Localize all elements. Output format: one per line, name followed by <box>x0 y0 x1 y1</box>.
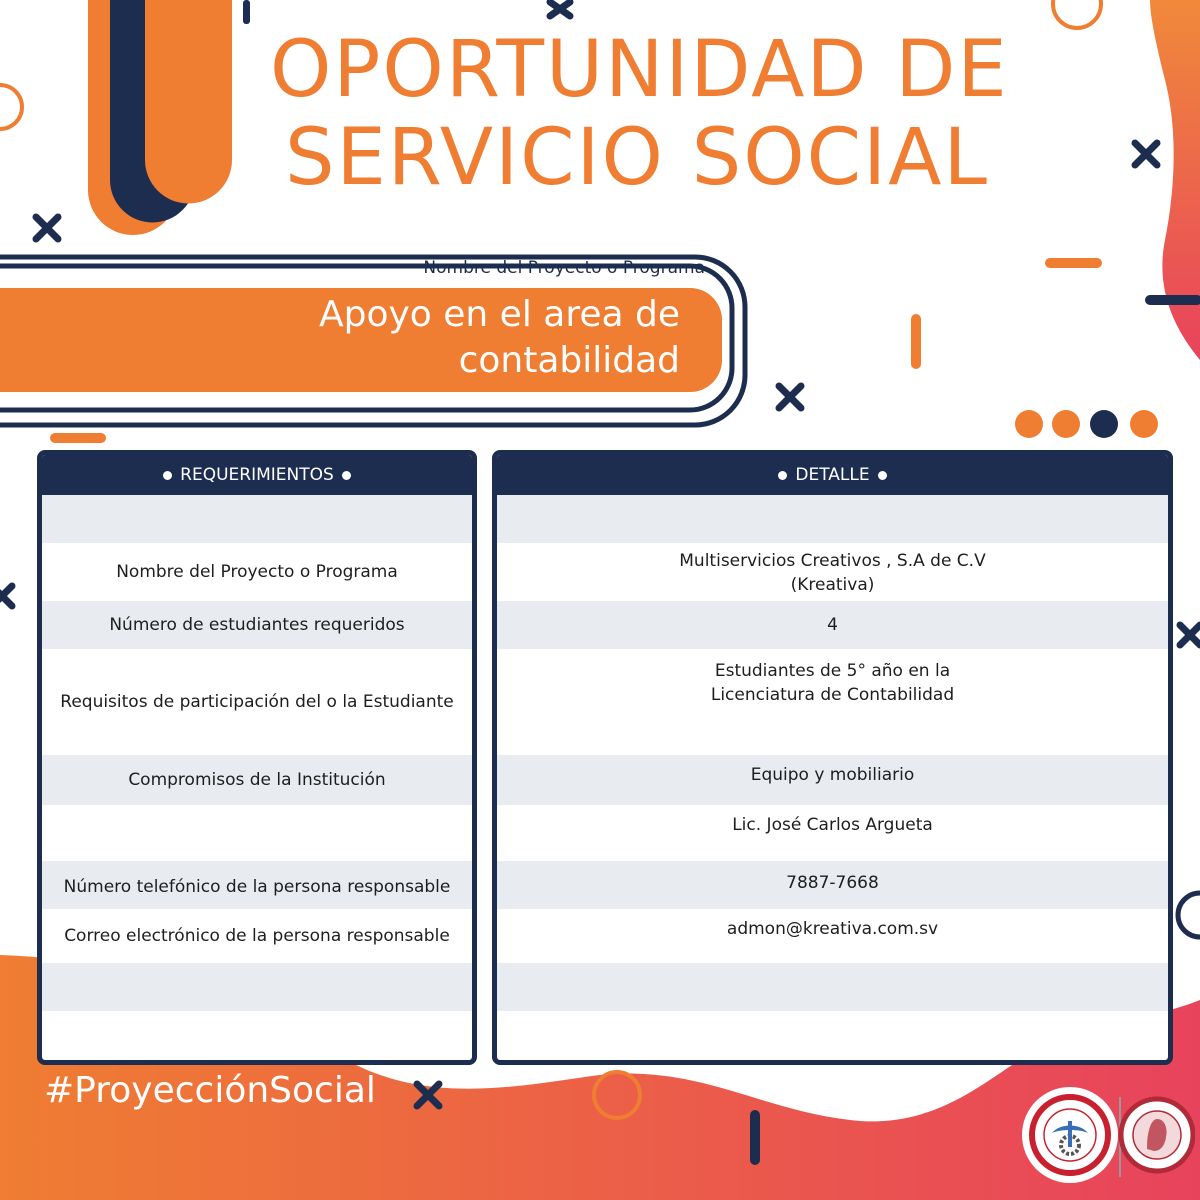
detail-header <box>497 455 1168 495</box>
detail-company-line2: (Kreativa) <box>790 575 875 595</box>
x-mark-edge-right <box>1180 625 1200 645</box>
navy-dash <box>1145 295 1200 305</box>
table-row <box>42 805 472 861</box>
detail-requisites-line1: Estudiantes de 5° año en la <box>714 661 951 681</box>
table-row <box>42 601 472 649</box>
table-row <box>42 861 472 909</box>
detail-company-line1: Multiservicios Creativos , S.A de C.V <box>679 551 986 571</box>
table-row <box>42 495 472 543</box>
x-mark-edge-left <box>0 586 12 606</box>
dot-4 <box>1130 410 1158 438</box>
dot-1 <box>1015 410 1043 438</box>
detail-email: admon@kreativa.com.sv <box>726 919 939 939</box>
req-label-commitments: Compromisos de la Institución <box>128 770 386 790</box>
requirements-panel <box>37 450 477 1065</box>
page-title-line1: OPORTUNIDAD DE <box>270 25 1009 115</box>
project-title-line1: Apoyo en el area de <box>318 294 680 335</box>
right-gradient-blob <box>1150 0 1200 360</box>
requirements-header <box>42 455 472 495</box>
table-row <box>497 649 1168 755</box>
table-row <box>42 963 472 1011</box>
table-row <box>497 805 1168 861</box>
logos-area <box>1020 1085 1195 1190</box>
hashtag: #ProyecciónSocial <box>44 1070 376 1111</box>
orange-dash-left <box>50 433 106 443</box>
req-label-email: Correo electrónico de la persona responsable <box>64 926 450 946</box>
table-row <box>497 543 1168 601</box>
project-title-line2: contabilidad <box>458 340 680 381</box>
table-row <box>497 755 1168 805</box>
req-label-phone: Número telefónico de la persona responsable <box>63 877 451 897</box>
table-row <box>497 495 1168 543</box>
navy-bar-bottom <box>750 1110 760 1165</box>
detail-commitments: Equipo y mobiliario <box>750 765 915 785</box>
detail-heading: DETALLE <box>795 465 870 485</box>
project-title <box>100 292 680 384</box>
table-row <box>497 909 1168 963</box>
orange-ring-top-right <box>1053 0 1101 28</box>
x-mark-top <box>550 2 570 16</box>
table-row <box>42 543 472 601</box>
project-label: Nombre del Proyecto o Programa <box>423 258 705 278</box>
dot-2 <box>1052 410 1080 438</box>
bullet-icon <box>778 471 787 480</box>
orange-dash <box>1045 258 1102 268</box>
detail-requisites <box>711 659 954 755</box>
navy-ring-right <box>1178 893 1200 937</box>
req-label-project: Nombre del Proyecto o Programa <box>116 562 398 582</box>
req-label-requisites: Requisitos de participación del o la Estudiante <box>60 692 454 712</box>
detail-students: 4 <box>827 615 838 635</box>
page-title-line2: SERVICIO SOCIAL <box>285 113 989 203</box>
navy-stroke <box>243 0 250 24</box>
bullet-icon <box>878 471 887 480</box>
table-row <box>42 755 472 805</box>
table-row <box>42 649 472 755</box>
bullet-icon <box>163 471 172 480</box>
detail-company <box>679 549 985 601</box>
university-seal-icon <box>1121 1099 1193 1171</box>
table-row <box>497 601 1168 649</box>
x-mark-left <box>36 217 58 239</box>
orange-ring-left <box>0 85 22 129</box>
orange-bar <box>911 314 921 369</box>
orange-pill-front <box>145 0 232 203</box>
req-label-students: Número de estudiantes requeridos <box>109 615 405 635</box>
dot-3 <box>1090 410 1118 438</box>
x-mark-right <box>1135 143 1157 165</box>
table-row <box>497 963 1168 1011</box>
requirements-heading: REQUERIMIENTOS <box>180 465 334 485</box>
detail-phone: 7887-7668 <box>786 873 879 893</box>
x-mark-mid <box>779 386 801 408</box>
table-row <box>497 861 1168 909</box>
detail-requisites-line2: Licenciatura de Contabilidad <box>710 685 955 705</box>
table-row <box>42 909 472 963</box>
bullet-icon <box>342 471 351 480</box>
detail-panel <box>492 450 1173 1065</box>
detail-responsible: Lic. José Carlos Argueta <box>732 815 933 835</box>
faculty-seal-icon <box>1032 1097 1108 1173</box>
